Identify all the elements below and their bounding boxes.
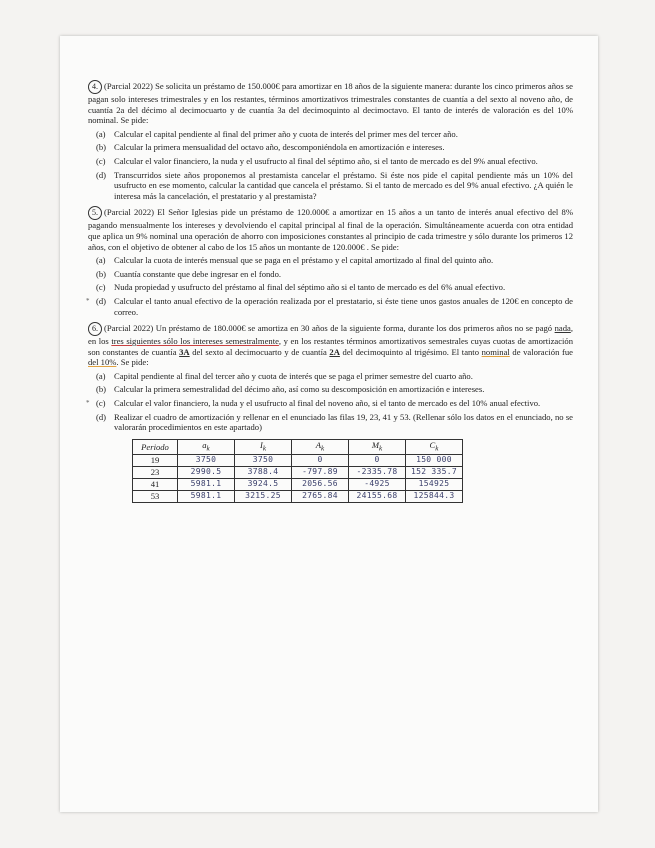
- problem-text: de valoración fue: [509, 346, 573, 357]
- problem-4-item-d: [88, 170, 573, 202]
- item-text: Cuantía constante que debe ingresar en el fondo.: [114, 268, 282, 279]
- table-cell: -797.89: [292, 467, 349, 479]
- problem-text: del decimoquinto al trigésimo. El tanto: [339, 346, 482, 357]
- table-cell: 24155.68: [349, 491, 406, 503]
- item-text: Transcurridos siete años proponemos al prestamista cancelar el préstamo. Si éste nos pide el capital pendiente más un 10% del usufructo en ese momento, calcular la cantidad que cancela el préstamo. Si el tanto de mercado es del 9% anual efectivo. ¿A quién le interesa más la cancelación, el prestatario y al prestamista?: [114, 169, 573, 201]
- problem-6-intro: [88, 322, 573, 368]
- problem-4: [88, 80, 573, 201]
- table-cell: 154925: [406, 479, 463, 491]
- document-body: [88, 80, 573, 508]
- problem-5: [88, 206, 573, 317]
- header-i: [235, 439, 292, 454]
- highlighted-text: nada: [554, 323, 571, 334]
- header-sub: k: [378, 444, 383, 453]
- table-cell: 125844.3: [406, 491, 463, 503]
- highlighted-text: 2A: [329, 346, 340, 357]
- header-label: C: [429, 439, 436, 450]
- problem-4-intro: [88, 80, 573, 126]
- table-cell: 2056.56: [292, 479, 349, 491]
- problem-text: , en los: [88, 323, 573, 347]
- problem-6-item-d: [88, 412, 573, 433]
- highlighted-text: del 10%: [88, 357, 117, 368]
- problem-text: , y en los restantes términos amortizativos semestrales cuyas cuotas de amortización son constantes de cuantía: [88, 336, 573, 357]
- table-row: [133, 491, 463, 503]
- item-text: Calcular el tanto anual efectivo de la operación realizada por el prestatario, si éste tiene unos gastos anuales de 120€ en concepto de correo.: [114, 295, 573, 317]
- table-row: [133, 467, 463, 479]
- item-label: (a): [96, 128, 106, 139]
- header-c: [406, 439, 463, 454]
- item-text: Calcular el valor financiero, la nuda y el usufructo al final del séptimo año, si el tanto de mercado es del 9% anual efectivo.: [114, 155, 538, 166]
- header-a: [178, 439, 235, 454]
- table-cell-period: 19: [133, 455, 178, 467]
- problem-5-item-b: [88, 269, 573, 280]
- item-label: (b): [96, 268, 107, 279]
- table-cell-period: 41: [133, 479, 178, 491]
- header-label: M: [371, 439, 379, 450]
- item-text: Calcular la primera semestralidad del décimo año, así como su descomposición en amortización e intereses.: [114, 384, 485, 395]
- item-text: Calcular el valor financiero, la nuda y el usufructo al final del noveno año, si el tanto de mercado es del 10% anual efectivo.: [114, 398, 541, 409]
- problem-6-item-b: [88, 384, 573, 395]
- problem-text: del sexto al decimocuarto y de cuantía: [189, 346, 330, 357]
- table-row: [133, 455, 463, 467]
- table-cell: 5981.1: [178, 479, 235, 491]
- header-m: [349, 439, 406, 454]
- item-label: (b): [96, 384, 107, 395]
- table-cell: 150 000: [406, 455, 463, 467]
- handwritten-mark: *: [86, 399, 90, 408]
- table-cell: 5981.1: [178, 491, 235, 503]
- item-label: (c): [96, 155, 106, 166]
- problem-text: (Parcial 2022) Un préstamo de 180.000€ se amortiza en 30 años de la siguiente forma, durante los dos primeros años no se pagó: [104, 323, 555, 334]
- header-sub: k: [321, 444, 325, 453]
- item-label: (a): [96, 370, 106, 381]
- header-label: A: [315, 439, 322, 450]
- item-label: (d): [96, 295, 107, 306]
- highlighted-text: tres siguientes sólo los intereses semestralmente: [111, 336, 279, 347]
- item-label: (c): [96, 282, 106, 293]
- problem-6-item-c: [88, 398, 573, 409]
- problem-6-item-a: [88, 371, 573, 382]
- table-cell-period: 53: [133, 491, 178, 503]
- problem-5-item-c: [88, 282, 573, 293]
- problem-number: 5.: [88, 206, 102, 220]
- table-cell: -2335.78: [349, 467, 406, 479]
- problem-text: . Se pide:: [116, 357, 149, 368]
- table-cell: 0: [292, 455, 349, 467]
- problem-text: (Parcial 2022) Se solicita un préstamo de 150.000€ para amortizar en 18 años de la siguiente manera: durante los cinco primeros años se pagan solo intereses trimestrales y en los restantes, términos amortizativos trimestrales constantes de cuantía a del sexto al noveno año, de cuantía 2a del décimo al decimocuarto y de cuantía 3a del decimoquinto al decimoctavo. El tanto de interés de valoración es del 10% nominal. Se pide:: [88, 81, 573, 126]
- item-text: Calcular la primera mensualidad del octavo año, descomponiéndola en amortización e intereses.: [114, 142, 445, 153]
- item-text: Capital pendiente al final del tercer año y cuota de interés que se paga el primer semestre del cuarto año.: [114, 370, 473, 381]
- table-cell: 2765.84: [292, 491, 349, 503]
- item-text: Realizar el cuadro de amortización y rellenar en el enunciado las filas 19, 23, 41 y 53. (Rellenar sólo los datos en el enunciado, no se valorarán procedimientos en este apartado): [114, 411, 573, 433]
- item-label: (b): [96, 142, 107, 153]
- header-periodo: Periodo: [133, 439, 178, 454]
- header-sub: k: [206, 444, 210, 453]
- table-header-row: [133, 439, 463, 454]
- header-sub: k: [262, 444, 267, 453]
- header-label: I: [259, 439, 263, 450]
- problem-5-intro: [88, 206, 573, 252]
- table-cell: -4925: [349, 479, 406, 491]
- problem-5-item-d: [88, 296, 573, 317]
- header-sub: k: [435, 444, 439, 453]
- problem-6: [88, 322, 573, 503]
- highlighted-text: nominal: [481, 346, 510, 357]
- highlighted-text: 3A: [179, 346, 190, 357]
- handwritten-mark: *: [86, 296, 90, 305]
- page-sheet: [60, 36, 598, 812]
- item-label: (c): [96, 398, 106, 409]
- table-cell: 3788.4: [235, 467, 292, 479]
- problem-text: (Parcial 2022) El Señor Iglesias pide un préstamo de 120.000€ a amortizar en 15 años a un tanto de interés anual efectivo del 8% pagando mensualmente los intereses y devolviendo el capital principal al final de la operación. Simultáneamente acuerda con otra entidad que aplica un 9% nominal una operación de ahorro con imposiciones constantes al principio de cada trimestre y sólo durante los primeros 12 años, con el objetivo de obtener al cabo de los 15 años un montante de 120.000€ . Se pide:: [88, 207, 573, 252]
- item-label: (d): [96, 411, 107, 422]
- item-label: (a): [96, 255, 106, 266]
- item-text: Calcular el capital pendiente al final del primer año y cuota de interés del primer mes del tercer año.: [114, 128, 458, 139]
- item-text: Calcular la cuota de interés mensual que se paga en el préstamo y el capital amortizado al final del quinto año.: [114, 255, 494, 266]
- table-cell-period: 23: [133, 467, 178, 479]
- table-row: [133, 479, 463, 491]
- header-A: [292, 439, 349, 454]
- problem-5-item-a: [88, 255, 573, 266]
- problem-4-item-c: [88, 156, 573, 167]
- problem-number: 6.: [88, 322, 102, 336]
- item-text: Nuda propiedad y usufructo del préstamo al final del séptimo año si el tanto de mercado es del 6% anual efectivo.: [114, 282, 506, 293]
- table-cell: 0: [349, 455, 406, 467]
- problem-4-item-b: [88, 142, 573, 153]
- table-cell: 3215.25: [235, 491, 292, 503]
- amortization-table: [132, 439, 463, 503]
- table-cell: 3924.5: [235, 479, 292, 491]
- table-cell: 152 335.7: [406, 467, 463, 479]
- table-cell: 2990.5: [178, 467, 235, 479]
- item-label: (d): [96, 169, 107, 180]
- header-label: a: [202, 439, 207, 450]
- table-cell: 3750: [235, 455, 292, 467]
- problem-number: 4.: [88, 80, 102, 94]
- table-cell: 3750: [178, 455, 235, 467]
- problem-4-item-a: [88, 129, 573, 140]
